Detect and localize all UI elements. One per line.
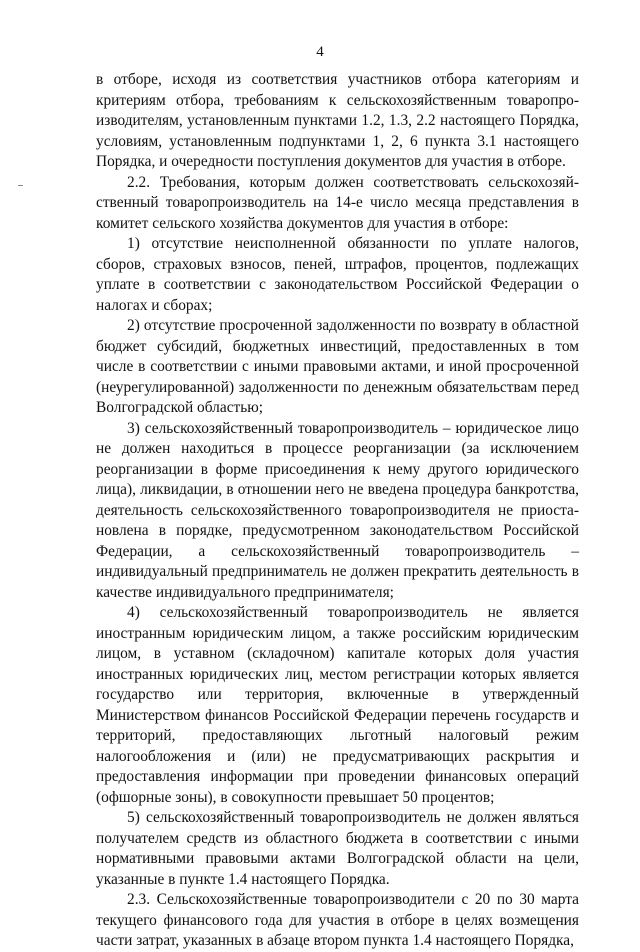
requirement-item-3: 3) сельскохозяйственный товаропроизводитель – юридическое лицо не должен находиться в процессе реорганизации (за исключением реорганизации в форме присоединения к нему другого юридического лица), ликвидации, в отношении него не введена процедура банкротства, деятельность сельскохозяйственного товаропроизводителя не приоста-новлена в порядке, предусмотренном законодательством Российской Федерации, а сельскохозяйственный товаропроизводитель – индивидуальный предприниматель не должен прекратить деятельность в качестве индивидуального предпринимателя;	[96, 419, 579, 601]
paragraph-2-2: 2.2. Требования, которым должен соответствовать сельскохозяй-ственный товаропроизводитель на 14-е число месяца представления в комитет сельского хозяйства документов для участия в отборе:	[96, 173, 579, 232]
document-body	[96, 70, 579, 952]
requirement-item-1: 1) отсутствие неисполненной обязанности по уплате налогов, сборов, страховых взносов, пеней, штрафов, процентов, подлежащих уплате в соответствии с законодательством Российской Федерации о налогах и сборах;	[96, 235, 579, 314]
requirement-item-4: 4) сельскохозяйственный товаропроизводитель не является иностранным юридическим лицом, а также российским юридическим лицом, в уставном (складочном) капитале которых доля участия иностранных юридических лиц, местом регистрации которых является государство или территория, включенные в утвержденный Министерством финансов Российской Федерации перечень государств и территорий, предоставляющих льготный налоговый режим налогообложения и (или) не предусматривающих раскрытия и предоставления информации при проведении финансовых операций (офшорные зоны), в совокупности превышает 50 процентов;	[96, 604, 579, 806]
paragraph-2-3: 2.3. Сельскохозяйственные товаропроизводители с 20 по 30 марта текущего финансового года для участия в отборе в целях возмещения части затрат, указанных в абзаце втором пункта 1.4 настоящего Порядка,	[96, 891, 579, 949]
requirement-item-2: 2) отсутствие просроченной задолженности по возврату в областной бюджет субсидий, бюджетных инвестиций, предоставленных в том числе в соответствии с иными правовыми актами, и иной просроченной (неурегулированной) задолженности по денежным обязательствам перед Волгоградской областью;	[96, 317, 579, 416]
page-number: 4	[316, 44, 324, 60]
margin-mark	[18, 185, 23, 186]
requirement-item-5: 5) сельскохозяйственный товаропроизводитель не должен являться получателем средств из областного бюджета в соответствии с иными нормативными правовыми актами Волгоградской области на цели, указанные в пункте 1.4 настоящего Порядка.	[96, 809, 579, 888]
paragraph-continuation: в отборе, исходя из соответствия участников отбора категориям и критериям отбора, требованиям к сельскохозяйственным товаропро-изводителям, установленным пунктами 1.2, 1.3, 2.2 настоящего Порядка, условиям, установленным подпунктами 1, 2, 6 пункта 3.1 настоящего Порядка, и очередности поступления документов для участия в отборе.	[96, 71, 579, 170]
